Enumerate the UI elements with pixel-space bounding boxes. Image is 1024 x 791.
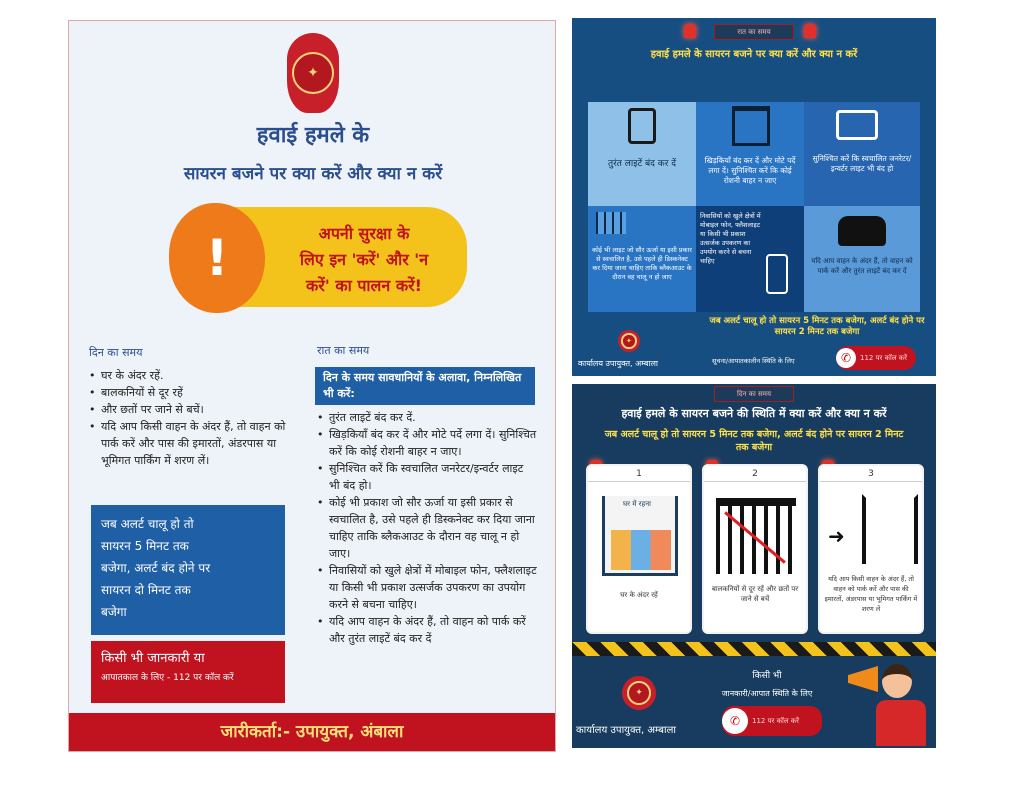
night-subheading: दिन के समय सावधानियों के अलावा, निम्नलिखित भी करें: — [315, 367, 535, 405]
info-box — [91, 641, 285, 703]
house-family-icon — [602, 496, 678, 576]
day-infographic — [572, 384, 936, 748]
car-icon — [838, 216, 886, 246]
phone-icon: ✆ — [722, 708, 748, 734]
night-office: कार्यालय उपायुक्त, अम्बाला — [578, 359, 658, 368]
siren-duration-box — [91, 505, 285, 635]
step-card-2 — [702, 464, 808, 634]
alert-line3: करें' का पालन करें! — [306, 276, 422, 295]
cell-text: सुनिश्चित करें कि स्वचालित जनरेटर/इन्वर्टर लाइट भी बंद हो — [812, 154, 912, 173]
siren-icon — [804, 24, 816, 38]
poster-title-line1: हवाई हमले के — [256, 122, 370, 148]
step-card-3 — [818, 464, 924, 634]
emblem-icon: ✦ — [622, 676, 656, 710]
house-label: घर में रहना — [623, 500, 651, 508]
day-heading: दिन का समय — [89, 346, 143, 359]
day-info-line2: जानकारी/आपात स्थिति के लिए — [721, 689, 813, 698]
list-item: • बालकनियों से दूर रहें — [89, 384, 289, 401]
issuer-footer: जारीकर्ता:- उपायुक्त, अंबाला — [69, 713, 555, 751]
siren-line4: सायरन दो मिनट तक — [101, 583, 191, 597]
step-card-1 — [586, 464, 692, 634]
cell-windows — [696, 102, 804, 206]
running-person-icon: ➜ — [828, 524, 845, 548]
touch-switch-icon — [628, 108, 656, 144]
day-call-button[interactable] — [722, 706, 822, 736]
megaphone-icon — [848, 666, 878, 692]
night-infographic — [572, 18, 936, 376]
card-number: 3 — [820, 466, 922, 482]
list-item: • यदि आप किसी वाहन के अंदर हैं, तो वाहन को पार्क करें और पास की इमारतों, अंडरपास या भूमिगत पार्किंग में शरण लें। — [89, 418, 289, 469]
siren-line2: सायरन 5 मिनट तक — [101, 539, 189, 553]
inverter-icon — [836, 110, 878, 140]
cell-text: यदि आप वाहन के अंदर हैं, तो वाहन को पार्क करें और तुरंत लाइटें बंद कर दें — [811, 257, 913, 275]
night-infographic-title: हवाई हमले के सायरन बजने पर क्या करें और क्या न करें — [650, 49, 858, 60]
cell-text: कोई भी लाइट जो सौर ऊर्जा या इसी प्रकार से स्वचालित है, उसे पहले ही डिस्कनेक्ट कर दिया जाना चाहिए ताकि ब्लैकआउट के दौरान वह चालू न हो जाए — [592, 246, 692, 281]
siren-icon — [684, 24, 696, 38]
siren-line3: बजेगा, अलर्ट बंद होने पर — [101, 561, 211, 575]
info-line1: किसी भी जानकारी या — [101, 651, 205, 666]
siren-line1: जब अलर्ट चालू हो तो — [101, 517, 194, 531]
siren-line5: बजेगा — [101, 605, 127, 619]
card-caption: बालकनियों से दूर रहें और छतों पर जाने से बचें — [711, 585, 799, 603]
card-caption: यदि आप किसी वाहन के अंदर हैं, तो वाहन को पार्क करें और पास की इमारतों, अंडरपास या भूमिगत पार्किंग में शरण लें — [824, 575, 918, 613]
shelter-run-icon — [862, 494, 918, 564]
alert-line1: अपनी सुरक्षा के — [318, 224, 410, 243]
window-person-icon — [732, 106, 770, 146]
card-number: 2 — [704, 466, 806, 482]
call-label: 112 पर कॉल करें — [752, 716, 800, 725]
day-office: कार्यालय उपायुक्त, अम्बाला — [576, 725, 676, 736]
cell-mobile — [696, 206, 804, 312]
alert-line2: लिए इन 'करें' और 'न — [299, 250, 429, 269]
cell-text: खिड़कियाँ बंद कर दें और मोटे पर्दे लगा दें। सुनिश्चित करें कि कोई रोशनी बाहर न जाए — [704, 156, 796, 185]
day-subtitle: जब अलर्ट चालू हो तो सायरन 5 मिनट तक बजेगा, अलर्ट बंद होने पर सायरन 2 मिनट तक बजेगा — [604, 429, 904, 453]
cell-car — [804, 206, 920, 312]
list-item: • कोई भी प्रकाश जो सौर ऊर्जा या इसी प्रकार से स्वचालित है, उसे पहले ही डिस्कनेक्ट कर दिया जाना चाहिए ताकि ब्लैकआउट के दौरान वह चालू न हो जाए। — [317, 494, 537, 562]
family-figures — [611, 530, 671, 570]
night-list — [317, 409, 537, 647]
night-info-small: सूचना/आपातकालीन स्थिति के लिए — [712, 357, 795, 365]
day-list — [89, 367, 289, 469]
list-item: • सुनिश्चित करें कि स्वचालित जनरेटर/इन्वर्टर लाइट भी बंद हो। — [317, 460, 537, 494]
card-number: 1 — [588, 466, 690, 482]
day-tag: दिन का समय — [714, 386, 794, 402]
left-poster — [68, 20, 556, 752]
card-caption: घर के अंदर रहें — [620, 591, 658, 599]
phone-icon: ✆ — [836, 348, 856, 368]
emblem-icon: ✦ — [287, 33, 339, 113]
person-head — [882, 664, 912, 698]
night-siren-note: जब अलर्ट चालू हो तो सायरन 5 मिनट तक बजेगा, अलर्ट बंद होने पर सायरन 2 मिनट तक बजेगा — [709, 316, 925, 337]
night-call-button[interactable] — [836, 346, 916, 370]
night-tag: रात का समय — [714, 24, 794, 40]
cell-solar — [588, 206, 696, 312]
cell-lights-off — [588, 102, 696, 206]
person-body — [876, 700, 926, 746]
cell-inverter — [804, 102, 920, 206]
cell-text: निवासियों को खुले क्षेत्रों में मोबाइल फोन, फ्लैशलाइट या किसी भी प्रकाश उत्सर्जक उपकरण का उपयोग करने से बचना चाहिए — [700, 212, 761, 265]
day-info-line1: किसी भी — [752, 671, 782, 681]
solar-panel-icon — [596, 212, 626, 234]
poster-title-line2: सायरन बजने पर क्या करें और क्या न करें — [183, 164, 443, 184]
list-item: • खिड़कियाँ बंद कर दें और मोटे पर्दे लगा दें। सुनिश्चित करें कि कोई रोशनी बाहर न जाए। — [317, 426, 537, 460]
balcony-no-icon — [716, 498, 796, 574]
list-item: • निवासियों को खुले क्षेत्रों में मोबाइल फोन, फ्लैशलाइट या किसी भी प्रकाश उत्सर्जक उपकरण का उपयोग करने से बचना चाहिए। — [317, 562, 537, 613]
megaphone-man-illustration — [848, 660, 934, 746]
mobile-phone-icon — [766, 254, 788, 294]
list-item: • तुरंत लाइटें बंद कर दें. — [317, 409, 537, 426]
day-infographic-title: हवाई हमले के सायरन बजने की स्थिति में क्या करें और क्या न करें — [621, 407, 887, 420]
cell-text: तुरंत लाइटें बंद कर दें — [607, 159, 677, 169]
warning-icon: ! — [169, 203, 265, 313]
list-item: • घर के अंदर रहें. — [89, 367, 289, 384]
call-label: 112 पर कॉल करें — [860, 353, 908, 362]
info-line2: आपातकाल के लिए - 112 पर कॉल करें — [101, 673, 234, 683]
hazard-stripe — [572, 642, 936, 656]
night-heading: रात का समय — [317, 344, 370, 357]
emblem-icon: ✦ — [618, 330, 640, 352]
list-item: • और छतों पर जाने से बचें। — [89, 401, 289, 418]
list-item: • यदि आप वाहन के अंदर हैं, तो वाहन को पार्क करें और तुरंत लाइटें बंद कर दें — [317, 613, 537, 647]
